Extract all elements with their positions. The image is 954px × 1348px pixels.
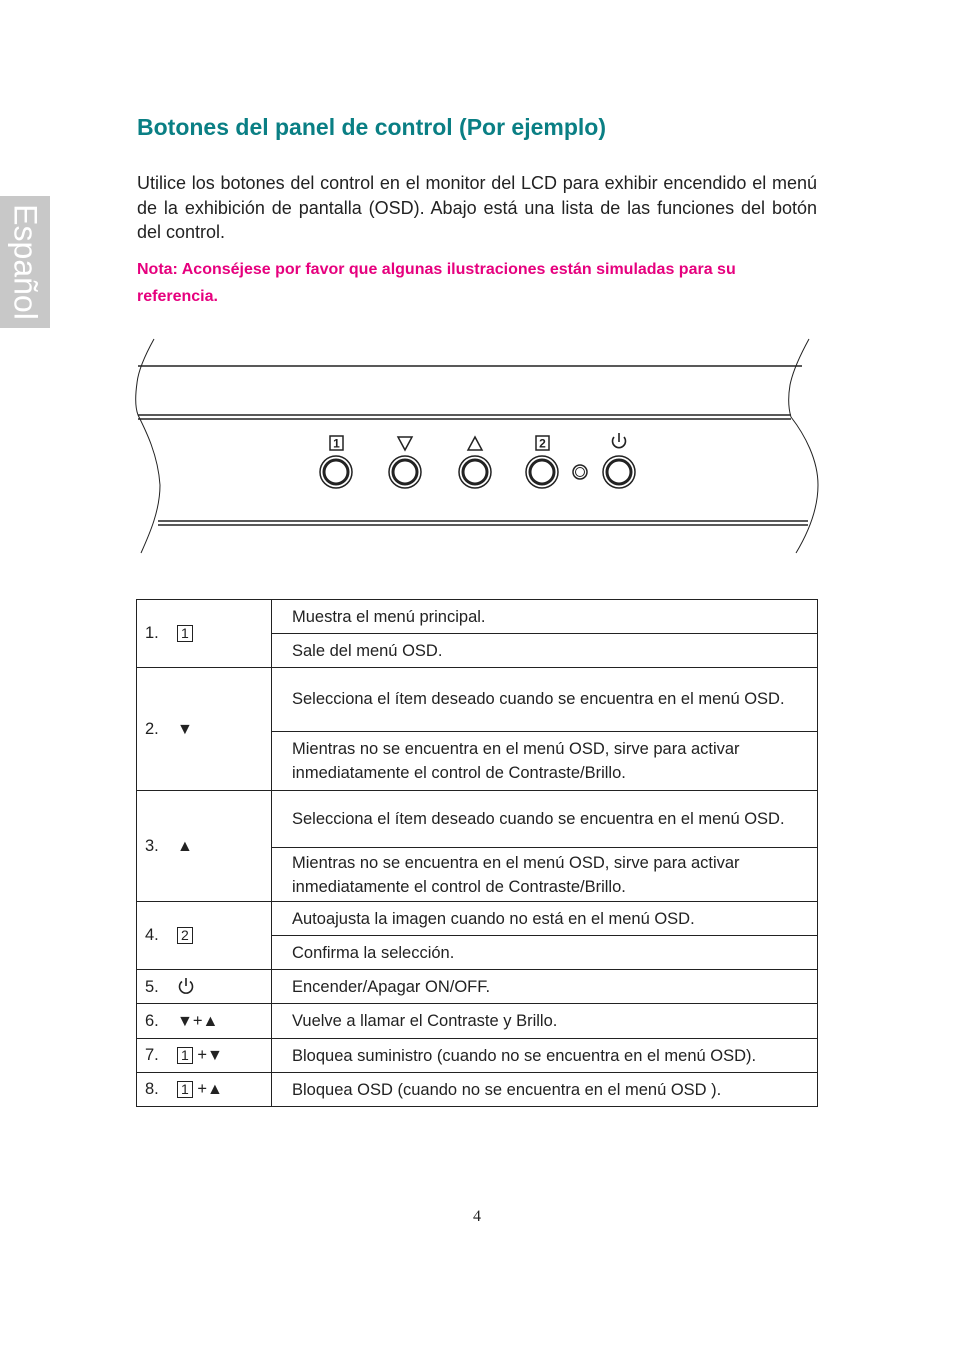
table-row — [137, 791, 818, 848]
key-cell: 4. 2 — [137, 902, 272, 970]
desc-cell: Mientras no se encuentra en el menú OSD, sirve para activar inmediatamente el control de Contraste/Brillo. — [272, 732, 818, 791]
power-icon — [613, 433, 626, 448]
auto-button-symbol — [536, 436, 549, 451]
auto-button[interactable] — [526, 456, 558, 488]
key-cell: 6. ▼+▲ — [137, 1004, 272, 1039]
menu-button[interactable] — [320, 456, 352, 488]
desc-cell: Selecciona el ítem deseado cuando se encuentra en el menú OSD. — [272, 791, 818, 848]
table-row — [137, 1073, 818, 1107]
table-row — [137, 1039, 818, 1073]
language-label: Español — [7, 204, 44, 320]
table-row — [137, 668, 818, 732]
desc-cell: Encender/Apagar ON/OFF. — [272, 970, 818, 1004]
note-text: Nota: Aconséjese por favor que algunas ilustraciones están simuladas para su referencia. — [137, 261, 736, 305]
table-row — [137, 970, 818, 1004]
down-arrow-icon: ▼ — [177, 1012, 193, 1030]
power-button[interactable] — [603, 456, 635, 488]
page-number: 4 — [473, 1208, 481, 1225]
desc-cell: Confirma la selección. — [272, 936, 818, 970]
key-cell: 1. 1 — [137, 600, 272, 668]
table-row — [137, 600, 818, 634]
desc-cell: Bloquea suministro (cuando no se encuentra en el menú OSD). — [272, 1039, 818, 1073]
power-icon — [177, 977, 195, 995]
table-row — [137, 902, 818, 936]
section-heading: Botones del panel de control (Por ejemplo) — [137, 114, 606, 140]
desc-cell: Bloquea OSD (cuando no se encuentra en el menú OSD ). — [272, 1073, 818, 1107]
up-arrow-icon: ▲ — [207, 1081, 223, 1098]
intro-paragraph: Utilice los botones del control en el monitor del LCD para exhibir encendido el menú de la exhibición de pantalla (OSD). Abajo está una lista de las funciones del botón del control. — [137, 173, 817, 242]
key-cell: 8. 1 +▲ — [137, 1073, 272, 1107]
key-cell: 7. 1 +▼ — [137, 1039, 272, 1073]
svg-text:2: 2 — [539, 436, 546, 451]
power-led — [573, 465, 587, 479]
up-arrow-icon — [468, 437, 482, 450]
button-functions-table — [136, 599, 818, 1107]
menu-key-symbol: 1 — [177, 1081, 193, 1098]
language-side-tab — [0, 196, 50, 328]
desc-cell: Muestra el menú principal. — [272, 600, 818, 634]
control-panel-illustration — [130, 335, 825, 557]
down-arrow-icon: ▼ — [177, 720, 193, 738]
table-row — [137, 1004, 818, 1039]
desc-cell: Vuelve a llamar el Contraste y Brillo. — [272, 1004, 818, 1039]
down-arrow-icon: ▼ — [207, 1047, 223, 1064]
down-button[interactable] — [389, 456, 421, 488]
key-cell: 2. ▼ — [137, 668, 272, 791]
auto-key-symbol: 2 — [177, 927, 193, 944]
up-arrow-icon: ▲ — [202, 1012, 219, 1030]
menu-button-symbol — [330, 436, 343, 451]
desc-cell: Mientras no se encuentra en el menú OSD, sirve para activar inmediatamente el control de Contraste/Brillo. — [272, 848, 818, 902]
up-arrow-icon: ▲ — [177, 837, 193, 855]
up-button[interactable] — [459, 456, 491, 488]
down-arrow-icon — [398, 437, 412, 450]
menu-key-symbol: 1 — [177, 625, 193, 642]
key-cell: 5. — [137, 970, 272, 1004]
key-cell: 3. ▲ — [137, 791, 272, 902]
svg-text:1: 1 — [333, 436, 340, 451]
desc-cell: Autoajusta la imagen cuando no está en el menú OSD. — [272, 902, 818, 936]
desc-cell: Selecciona el ítem deseado cuando se encuentra en el menú OSD. — [272, 668, 818, 732]
desc-cell: Sale del menú OSD. — [272, 634, 818, 668]
menu-key-symbol: 1 — [177, 1047, 193, 1064]
